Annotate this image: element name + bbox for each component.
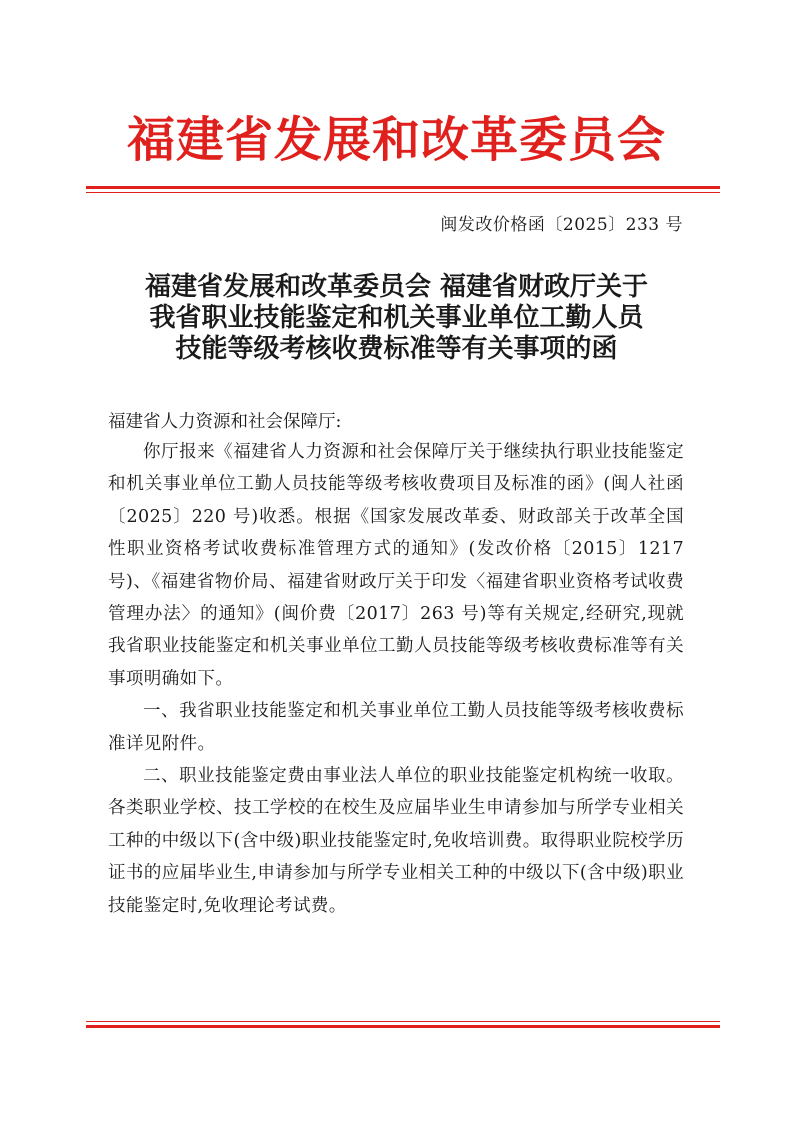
footer-rule-thick <box>86 1025 720 1028</box>
title-line-3: 技能等级考核收费标准等有关事项的函 <box>175 334 618 364</box>
title-line-2: 我省职业技能鉴定和机关事业单位工勤人员 <box>149 303 644 333</box>
salutation: 福建省人力资源和社会保障厅: <box>108 412 342 432</box>
letter-body <box>108 436 684 922</box>
footer-rule-thin <box>86 1021 720 1022</box>
body-paragraph: 你厅报来《福建省人力资源和社会保障厅关于继续执行职业技能鉴定和机关事业单位工勤人员技能等级考核收费项目及标准的函》(闽人社函〔2025〕220 号)收悉。根据《国家发展改革委、财政部关于改革全国性职业资格考试收费标准管理方式的通知》(发改价格〔2015〕1217 号)、《福建省物价局、福建省财政厅关于印发〈福建省职业资格考试收费管理办法〉的通知》(闽价费〔2017〕263 号)等有关规定,经研究,现就我省职业技能鉴定和机关事业单位工勤人员技能等级考核收费标准等有关事项明确如下。 <box>108 442 684 689</box>
body-paragraph: 一、我省职业技能鉴定和机关事业单位工勤人员技能等级考核收费标准详见附件。 <box>108 701 684 754</box>
document-title <box>0 272 793 365</box>
body-paragraph: 二、职业技能鉴定费由事业法人单位的职业技能鉴定机构统一收取。各类职业学校、技工学校的在校生及应届毕业生申请参加与所学专业相关工种的中级以下(含中级)职业技能鉴定时,免收培训费。取得职业院校学历证书的应届毕业生,申请参加与所学专业相关工种的中级以下(含中级)职业技能鉴定时,免收理论考试费。 <box>108 766 684 916</box>
header-rule-thin <box>86 192 720 193</box>
agency-masthead: 福建省发展和改革委员会 <box>126 112 666 168</box>
title-line-1: 福建省发展和改革委员会 福建省财政厅关于 <box>144 272 649 302</box>
header-rule-thick <box>86 186 720 189</box>
document-number: 闽发改价格函〔2025〕233 号 <box>440 215 683 235</box>
